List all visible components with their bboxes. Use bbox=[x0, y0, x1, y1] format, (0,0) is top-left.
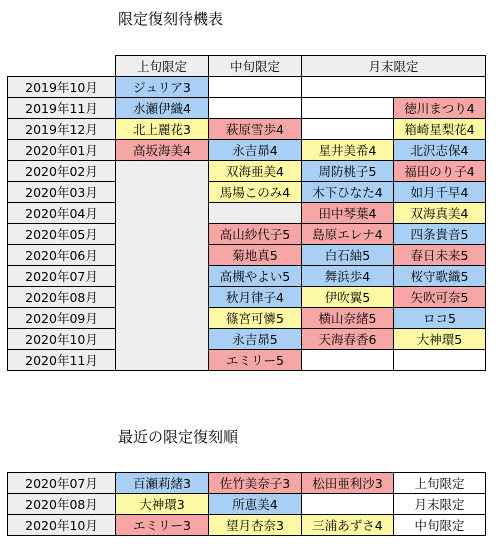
end-cell bbox=[302, 119, 394, 140]
schedule-row bbox=[8, 161, 486, 182]
month-cell: 2020年05月 bbox=[8, 224, 116, 245]
recent-type: 上旬限定 bbox=[394, 473, 486, 494]
recent-card: 所恵美4 bbox=[209, 494, 302, 515]
schedule-row bbox=[8, 329, 486, 350]
end-cell: 横山奈緒5 bbox=[302, 308, 394, 329]
schedule-row bbox=[8, 266, 486, 287]
mid-cell: 高山紗代子5 bbox=[209, 224, 302, 245]
schedule-table bbox=[7, 55, 486, 371]
recent-month: 2020年07月 bbox=[8, 473, 116, 494]
mid-cell: 馬場このみ4 bbox=[209, 182, 302, 203]
end-cell: 四条貴音5 bbox=[394, 224, 486, 245]
recent-card: 百瀬莉緒3 bbox=[116, 473, 209, 494]
recent-card: 大神環3 bbox=[116, 494, 209, 515]
month-cell: 2020年08月 bbox=[8, 287, 116, 308]
early-cell: 高坂海美4 bbox=[116, 140, 209, 161]
schedule-row bbox=[8, 350, 486, 371]
schedule-title: 限定復刻待機表 bbox=[118, 10, 224, 28]
schedule-row bbox=[8, 98, 486, 119]
month-cell: 2020年01月 bbox=[8, 140, 116, 161]
end-cell: 白石紬5 bbox=[302, 245, 394, 266]
month-cell: 2019年11月 bbox=[8, 98, 116, 119]
end-cell: 周防桃子5 bbox=[302, 161, 394, 182]
schedule-row bbox=[8, 287, 486, 308]
mid-cell: エミリー5 bbox=[209, 350, 302, 371]
schedule-header-row bbox=[8, 56, 486, 77]
end-cell: 北沢志保4 bbox=[394, 140, 486, 161]
end-cell: 木下ひなた4 bbox=[302, 182, 394, 203]
month-cell: 2020年06月 bbox=[8, 245, 116, 266]
end-cell bbox=[302, 350, 394, 371]
mid-cell bbox=[209, 77, 302, 98]
recent-card: エミリー3 bbox=[116, 515, 209, 536]
schedule-row bbox=[8, 119, 486, 140]
mid-cell: 永吉昴4 bbox=[209, 140, 302, 161]
header-early: 上旬限定 bbox=[116, 56, 209, 77]
end-cell: 矢吹可奈5 bbox=[394, 287, 486, 308]
month-cell: 2020年09月 bbox=[8, 308, 116, 329]
month-cell: 2020年04月 bbox=[8, 203, 116, 224]
month-cell: 2020年02月 bbox=[8, 161, 116, 182]
recent-row bbox=[8, 494, 486, 515]
recent-card: 三浦あずさ4 bbox=[302, 515, 394, 536]
header-blank bbox=[8, 56, 116, 77]
end-cell: 星井美希4 bbox=[302, 140, 394, 161]
schedule-row bbox=[8, 308, 486, 329]
recent-type: 中旬限定 bbox=[394, 515, 486, 536]
month-cell: 2020年03月 bbox=[8, 182, 116, 203]
mid-cell: 双海亜美4 bbox=[209, 161, 302, 182]
month-cell: 2019年12月 bbox=[8, 119, 116, 140]
recent-table bbox=[7, 472, 486, 536]
recent-card: 望月杏奈3 bbox=[209, 515, 302, 536]
mid-cell: 秋月律子4 bbox=[209, 287, 302, 308]
header-end: 月末限定 bbox=[302, 56, 486, 77]
recent-month: 2020年08月 bbox=[8, 494, 116, 515]
early-empty-merged bbox=[116, 161, 209, 371]
schedule-row bbox=[8, 140, 486, 161]
end-cell: 箱崎星梨花4 bbox=[394, 119, 486, 140]
end-cell: 双海真美4 bbox=[394, 203, 486, 224]
end-cell bbox=[302, 98, 394, 119]
end-cell: 福田のり子4 bbox=[394, 161, 486, 182]
month-cell: 2020年07月 bbox=[8, 266, 116, 287]
schedule-row bbox=[8, 203, 486, 224]
mid-cell: 萩原雪歩4 bbox=[209, 119, 302, 140]
end-cell: 田中琴葉4 bbox=[302, 203, 394, 224]
month-cell: 2019年10月 bbox=[8, 77, 116, 98]
end-cell: 島原エレナ4 bbox=[302, 224, 394, 245]
mid-cell: 高槻やよい5 bbox=[209, 266, 302, 287]
end-cell: 伊吹翼5 bbox=[302, 287, 394, 308]
schedule-row bbox=[8, 224, 486, 245]
end-cell bbox=[394, 350, 486, 371]
schedule-row bbox=[8, 245, 486, 266]
end-cell: ロコ5 bbox=[394, 308, 486, 329]
end-cell: 大神環5 bbox=[394, 329, 486, 350]
recent-type: 月末限定 bbox=[394, 494, 486, 515]
month-cell: 2020年11月 bbox=[8, 350, 116, 371]
schedule-row bbox=[8, 77, 486, 98]
end-cell: 天海春香6 bbox=[302, 329, 394, 350]
month-cell: 2020年10月 bbox=[8, 329, 116, 350]
end-cell: 徳川まつり4 bbox=[394, 98, 486, 119]
recent-row bbox=[8, 515, 486, 536]
mid-cell bbox=[209, 203, 302, 224]
end-cell: 舞浜歩4 bbox=[302, 266, 394, 287]
recent-title: 最近の限定復刻順 bbox=[118, 428, 239, 446]
mid-cell: 菊地真5 bbox=[209, 245, 302, 266]
early-cell: ジュリア3 bbox=[116, 77, 209, 98]
early-cell: 水瀬伊織4 bbox=[116, 98, 209, 119]
schedule-row bbox=[8, 182, 486, 203]
end-cell: 春日未来5 bbox=[394, 245, 486, 266]
recent-card: 松田亜利沙3 bbox=[302, 473, 394, 494]
end-cell: 如月千早4 bbox=[394, 182, 486, 203]
mid-cell: 永吉昴5 bbox=[209, 329, 302, 350]
end-cell: 桜守歌織5 bbox=[394, 266, 486, 287]
header-mid: 中旬限定 bbox=[209, 56, 302, 77]
early-cell: 北上麗花3 bbox=[116, 119, 209, 140]
mid-cell bbox=[209, 98, 302, 119]
recent-card bbox=[302, 494, 394, 515]
recent-row bbox=[8, 473, 486, 494]
end-cell bbox=[302, 77, 486, 98]
mid-cell: 篠宮可憐5 bbox=[209, 308, 302, 329]
recent-month: 2020年10月 bbox=[8, 515, 116, 536]
recent-card: 佐竹美奈子3 bbox=[209, 473, 302, 494]
